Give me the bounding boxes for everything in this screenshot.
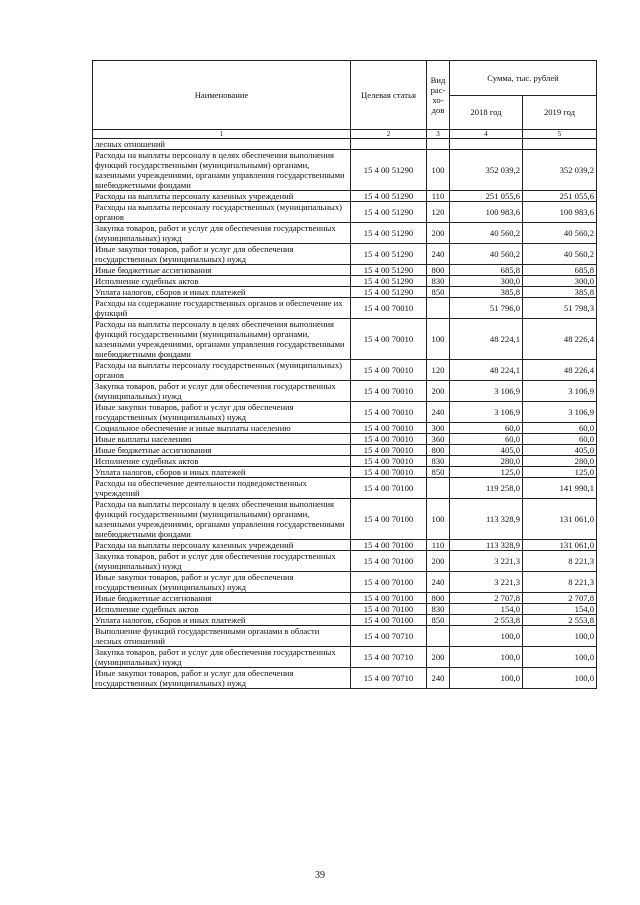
- table-row: [93, 223, 597, 244]
- row-amount-2018: 100,0: [450, 668, 523, 689]
- row-expense-kind: 110: [427, 191, 450, 202]
- table-row: [93, 593, 597, 604]
- row-target-code: 15 4 00 70100: [351, 615, 427, 626]
- table-row: [93, 360, 597, 381]
- row-amount-2019: [523, 139, 597, 150]
- header-year-2019: 2019 год: [523, 95, 597, 130]
- table-row: [93, 467, 597, 478]
- table-row: [93, 615, 597, 626]
- row-amount-2018: 3 221,3: [450, 551, 523, 572]
- row-name: Иные выплаты населению: [93, 434, 351, 445]
- row-amount-2019: 141 990,1: [523, 478, 597, 499]
- row-expense-kind: 120: [427, 202, 450, 223]
- column-number: 2: [351, 130, 427, 139]
- row-target-code: 15 4 00 70100: [351, 593, 427, 604]
- row-amount-2018: 385,8: [450, 287, 523, 298]
- row-name: Расходы на выплаты персоналу в целях обеспечения выполнения функций государственными (муниципальными) органами, казенными учреждениями, органами управления государственными внебюджетными фондами: [93, 319, 351, 360]
- table-row: [93, 265, 597, 276]
- row-amount-2019: 3 106,9: [523, 402, 597, 423]
- row-target-code: 15 4 00 70100: [351, 540, 427, 551]
- row-amount-2018: 60,0: [450, 423, 523, 434]
- row-name: Расходы на выплаты персоналу в целях обеспечения выполнения функций государственными (муниципальными) органами, казенными учреждениями, органами управления государственными внебюджетными фондами: [93, 499, 351, 540]
- table-row: [93, 551, 597, 572]
- table-row: [93, 287, 597, 298]
- row-amount-2018: 2 553,8: [450, 615, 523, 626]
- row-amount-2019: 100,0: [523, 647, 597, 668]
- row-expense-kind: 830: [427, 456, 450, 467]
- row-amount-2018: 3 221,3: [450, 572, 523, 593]
- header-target: Целевая статья: [351, 61, 427, 130]
- row-expense-kind: 800: [427, 593, 450, 604]
- row-expense-kind: [427, 298, 450, 319]
- row-amount-2019: 8 221,3: [523, 572, 597, 593]
- row-amount-2018: [450, 139, 523, 150]
- row-name: Иные закупки товаров, работ и услуг для обеспечения государственных (муниципальных) нужд: [93, 402, 351, 423]
- row-target-code: 15 4 00 51290: [351, 150, 427, 191]
- row-name: Закупка товаров, работ и услуг для обеспечения государственных (муниципальных) нужд: [93, 551, 351, 572]
- table-row: [93, 626, 597, 647]
- table-row: [93, 191, 597, 202]
- row-amount-2019: 300,0: [523, 276, 597, 287]
- table-row: [93, 298, 597, 319]
- header-sum: Сумма, тыс. рублей: [450, 61, 597, 96]
- column-number: 3: [427, 130, 450, 139]
- row-name: Иные закупки товаров, работ и услуг для обеспечения государственных (муниципальных) нужд: [93, 244, 351, 265]
- row-amount-2018: 100,0: [450, 647, 523, 668]
- row-name: Расходы на обеспечение деятельности подведомственных учреждений: [93, 478, 351, 499]
- row-target-code: 15 4 00 70010: [351, 381, 427, 402]
- table-row: [93, 150, 597, 191]
- row-target-code: 15 4 00 70100: [351, 478, 427, 499]
- row-amount-2019: 154,0: [523, 604, 597, 615]
- row-amount-2018: 60,0: [450, 434, 523, 445]
- row-amount-2019: 8 221,3: [523, 551, 597, 572]
- row-amount-2018: 352 039,2: [450, 150, 523, 191]
- table-row: [93, 319, 597, 360]
- row-amount-2018: 3 106,9: [450, 381, 523, 402]
- row-name: Закупка товаров, работ и услуг для обеспечения государственных (муниципальных) нужд: [93, 223, 351, 244]
- row-target-code: 15 4 00 70100: [351, 572, 427, 593]
- row-expense-kind: [427, 478, 450, 499]
- row-expense-kind: 240: [427, 668, 450, 689]
- row-amount-2019: 2 553,8: [523, 615, 597, 626]
- row-amount-2018: 405,0: [450, 445, 523, 456]
- row-name: Расходы на выплаты персоналу в целях обеспечения выполнения функций государственными (муниципальными) органами, казенными учреждениями, органами управления государственными внебюджетными фондами: [93, 150, 351, 191]
- row-expense-kind: 240: [427, 572, 450, 593]
- row-amount-2019: 280,0: [523, 456, 597, 467]
- row-target-code: 15 4 00 51290: [351, 265, 427, 276]
- row-name: Иные бюджетные ассигнования: [93, 445, 351, 456]
- table-row: [93, 402, 597, 423]
- table-row: [93, 647, 597, 668]
- row-target-code: [351, 139, 427, 150]
- row-expense-kind: 850: [427, 615, 450, 626]
- row-amount-2018: 100,0: [450, 626, 523, 647]
- row-name: Расходы на выплаты персоналу казенных учреждений: [93, 540, 351, 551]
- row-amount-2018: 251 055,6: [450, 191, 523, 202]
- row-amount-2019: 405,0: [523, 445, 597, 456]
- header-name: Наименование: [93, 61, 351, 130]
- table-row: [93, 244, 597, 265]
- row-expense-kind: 300: [427, 423, 450, 434]
- header-year-2018: 2018 год: [450, 95, 523, 130]
- table-body: [93, 139, 597, 689]
- table-row: [93, 202, 597, 223]
- row-amount-2019: 40 560,2: [523, 244, 597, 265]
- row-name: Иные закупки товаров, работ и услуг для обеспечения государственных (муниципальных) нужд: [93, 572, 351, 593]
- row-amount-2018: 125,0: [450, 467, 523, 478]
- table-row: [93, 540, 597, 551]
- row-name: лесных отношений: [93, 139, 351, 150]
- row-amount-2018: 685,8: [450, 265, 523, 276]
- row-expense-kind: 830: [427, 276, 450, 287]
- row-amount-2018: 100 983,6: [450, 202, 523, 223]
- row-name: Расходы на выплаты персоналу государственных (муниципальных) органов: [93, 360, 351, 381]
- row-name: Иные бюджетные ассигнования: [93, 593, 351, 604]
- row-expense-kind: 830: [427, 604, 450, 615]
- row-name: Иные бюджетные ассигнования: [93, 265, 351, 276]
- row-name: Расходы на выплаты персоналу государственных (муниципальных) органов: [93, 202, 351, 223]
- table-row: [93, 499, 597, 540]
- row-expense-kind: 800: [427, 265, 450, 276]
- column-number: 5: [523, 130, 597, 139]
- row-expense-kind: 850: [427, 287, 450, 298]
- row-name: Исполнение судебных актов: [93, 604, 351, 615]
- row-amount-2018: 154,0: [450, 604, 523, 615]
- row-target-code: 15 4 00 51290: [351, 202, 427, 223]
- row-name: Иные закупки товаров, работ и услуг для обеспечения государственных (муниципальных) нужд: [93, 668, 351, 689]
- column-number-row: [93, 130, 597, 139]
- row-name: Расходы на выплаты персоналу казенных учреждений: [93, 191, 351, 202]
- row-amount-2019: 51 798,3: [523, 298, 597, 319]
- row-amount-2019: 352 039,2: [523, 150, 597, 191]
- row-expense-kind: 200: [427, 551, 450, 572]
- row-amount-2018: 119 258,0: [450, 478, 523, 499]
- row-expense-kind: 200: [427, 381, 450, 402]
- row-name: Исполнение судебных актов: [93, 276, 351, 287]
- row-target-code: 15 4 00 70710: [351, 647, 427, 668]
- row-target-code: 15 4 00 70010: [351, 467, 427, 478]
- row-target-code: 15 4 00 70010: [351, 445, 427, 456]
- row-target-code: 15 4 00 51290: [351, 223, 427, 244]
- row-name: Выполнение функций государственными органами в области лесных отношений: [93, 626, 351, 647]
- row-amount-2018: 3 106,9: [450, 402, 523, 423]
- table-row: [93, 423, 597, 434]
- row-amount-2019: 131 061,0: [523, 540, 597, 551]
- table-row: [93, 668, 597, 689]
- row-amount-2018: 113 328,9: [450, 499, 523, 540]
- row-amount-2019: 3 106,9: [523, 381, 597, 402]
- row-name: Закупка товаров, работ и услуг для обеспечения государственных (муниципальных) нужд: [93, 381, 351, 402]
- row-target-code: 15 4 00 51290: [351, 191, 427, 202]
- row-name: Уплата налогов, сборов и иных платежей: [93, 287, 351, 298]
- table-row: [93, 456, 597, 467]
- row-amount-2019: 48 226,4: [523, 319, 597, 360]
- table-row: [93, 604, 597, 615]
- row-amount-2018: 280,0: [450, 456, 523, 467]
- table-row: [93, 139, 597, 150]
- row-amount-2019: 251 055,6: [523, 191, 597, 202]
- row-expense-kind: 200: [427, 647, 450, 668]
- row-expense-kind: 110: [427, 540, 450, 551]
- row-expense-kind: 120: [427, 360, 450, 381]
- row-expense-kind: [427, 139, 450, 150]
- page-number: 39: [315, 870, 325, 881]
- row-target-code: 15 4 00 70010: [351, 434, 427, 445]
- row-amount-2019: 100,0: [523, 626, 597, 647]
- row-expense-kind: 240: [427, 402, 450, 423]
- row-expense-kind: 360: [427, 434, 450, 445]
- column-number: 4: [450, 130, 523, 139]
- row-target-code: 15 4 00 70010: [351, 456, 427, 467]
- row-name: Расходы на содержание государственных органов и обеспечение их функций: [93, 298, 351, 319]
- row-expense-kind: 240: [427, 244, 450, 265]
- table-row: [93, 276, 597, 287]
- row-amount-2019: 125,0: [523, 467, 597, 478]
- table-row: [93, 478, 597, 499]
- row-name: Социальное обеспечение и иные выплаты населению: [93, 423, 351, 434]
- column-number: 1: [93, 130, 351, 139]
- row-expense-kind: 200: [427, 223, 450, 244]
- table-row: [93, 445, 597, 456]
- row-name: Уплата налогов, сборов и иных платежей: [93, 467, 351, 478]
- row-amount-2019: 100,0: [523, 668, 597, 689]
- row-amount-2019: 131 061,0: [523, 499, 597, 540]
- row-target-code: 15 4 00 70010: [351, 360, 427, 381]
- row-target-code: 15 4 00 70010: [351, 319, 427, 360]
- row-amount-2019: 60,0: [523, 423, 597, 434]
- row-amount-2018: 40 560,2: [450, 244, 523, 265]
- row-amount-2019: 100 983,6: [523, 202, 597, 223]
- row-amount-2019: 2 707,8: [523, 593, 597, 604]
- row-amount-2018: 48 224,1: [450, 319, 523, 360]
- row-amount-2019: 48 226,4: [523, 360, 597, 381]
- row-target-code: 15 4 00 70100: [351, 499, 427, 540]
- row-expense-kind: 100: [427, 499, 450, 540]
- row-target-code: 15 4 00 51290: [351, 244, 427, 265]
- row-target-code: 15 4 00 70010: [351, 402, 427, 423]
- budget-table: [92, 60, 597, 689]
- header-kind: Вид рас-хо-дов: [427, 61, 450, 130]
- row-amount-2018: 2 707,8: [450, 593, 523, 604]
- row-amount-2019: 40 560,2: [523, 223, 597, 244]
- table-row: [93, 381, 597, 402]
- row-amount-2018: 51 796,0: [450, 298, 523, 319]
- row-target-code: 15 4 00 70100: [351, 604, 427, 615]
- row-expense-kind: 100: [427, 319, 450, 360]
- row-name: Исполнение судебных актов: [93, 456, 351, 467]
- row-target-code: 15 4 00 70710: [351, 668, 427, 689]
- row-amount-2018: 300,0: [450, 276, 523, 287]
- row-target-code: 15 4 00 70710: [351, 626, 427, 647]
- row-target-code: 15 4 00 70010: [351, 298, 427, 319]
- row-expense-kind: 800: [427, 445, 450, 456]
- row-name: Закупка товаров, работ и услуг для обеспечения государственных (муниципальных) нужд: [93, 647, 351, 668]
- row-amount-2018: 40 560,2: [450, 223, 523, 244]
- row-amount-2018: 48 224,1: [450, 360, 523, 381]
- row-expense-kind: 100: [427, 150, 450, 191]
- row-expense-kind: [427, 626, 450, 647]
- row-amount-2019: 685,8: [523, 265, 597, 276]
- row-amount-2019: 60,0: [523, 434, 597, 445]
- row-expense-kind: 850: [427, 467, 450, 478]
- row-name: Уплата налогов, сборов и иных платежей: [93, 615, 351, 626]
- row-target-code: 15 4 00 70100: [351, 551, 427, 572]
- table-row: [93, 434, 597, 445]
- row-target-code: 15 4 00 51290: [351, 276, 427, 287]
- row-amount-2019: 385,8: [523, 287, 597, 298]
- row-target-code: 15 4 00 70010: [351, 423, 427, 434]
- row-target-code: 15 4 00 51290: [351, 287, 427, 298]
- table-row: [93, 572, 597, 593]
- row-amount-2018: 113 328,9: [450, 540, 523, 551]
